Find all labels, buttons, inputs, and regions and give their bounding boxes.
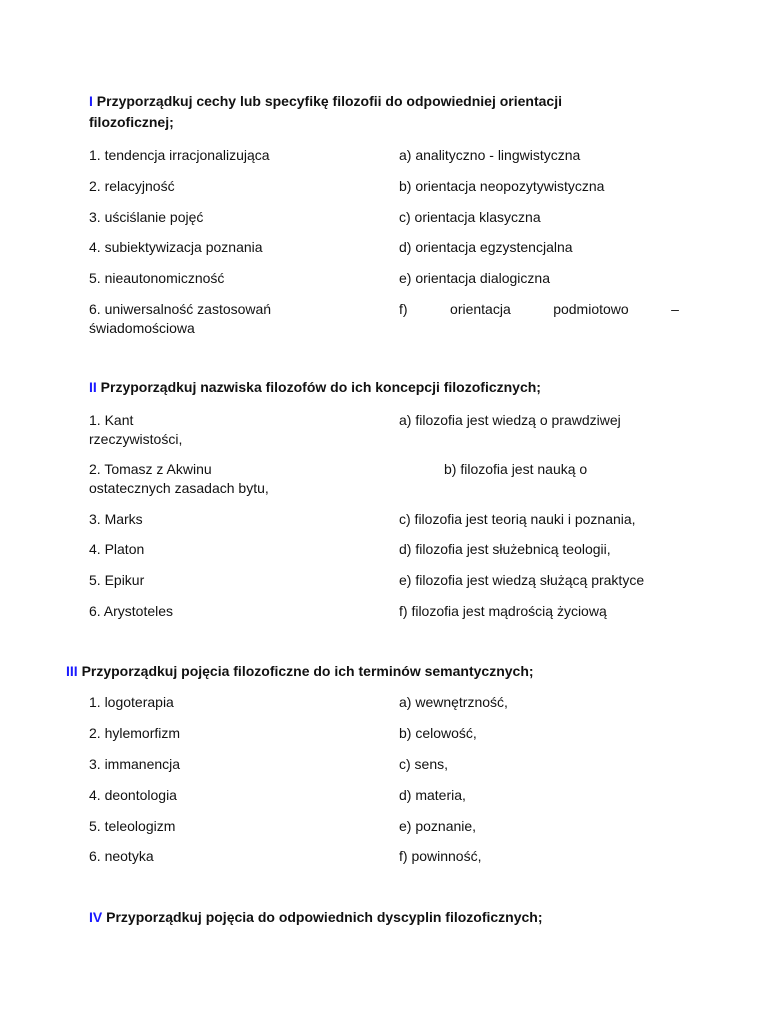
item-term: 5. teleologizm — [89, 818, 176, 834]
item-term: 6. Arystoteles — [89, 603, 174, 619]
item-match: b) celowość, — [399, 725, 477, 741]
item-match-continuation: rzeczywistości, — [89, 431, 183, 447]
item-term: 5. Epikur — [89, 572, 145, 588]
item-match: b) orientacja neopozytywistyczna — [399, 178, 605, 194]
item-match: c) sens, — [399, 756, 449, 772]
section-3-title: Przyporządkuj pojęcia filozoficzne do ich terminów semantycznych; — [81, 663, 534, 679]
section-4-heading — [89, 907, 729, 928]
section-2-numeral: II — [89, 379, 97, 395]
item-term: 4. Platon — [89, 541, 145, 557]
item-term: 1. tendencja irracjonalizująca — [89, 147, 270, 163]
item-term: 1. logoterapia — [89, 694, 174, 710]
item-match: f) filozofia jest mądrością życiową — [399, 603, 607, 619]
section-4-title: Przyporządkuj pojęcia do odpowiednich dyscyplin filozoficznych; — [106, 909, 543, 925]
section-1-numeral: I — [89, 93, 93, 109]
item-match: c) filozofia jest teorią nauki i poznania, — [399, 511, 636, 527]
item-match: a) filozofia jest wiedzą o prawdziwej — [399, 412, 621, 428]
section-4-numeral: IV — [89, 909, 103, 925]
section-3-numeral: III — [66, 663, 78, 679]
section-2-title: Przyporządkuj nazwiska filozofów do ich koncepcji filozoficznych; — [100, 379, 541, 395]
item-term: 4. subiektywizacja poznania — [89, 239, 263, 255]
item-match: e) orientacja dialogiczna — [399, 270, 550, 286]
item-match: a) analityczno - lingwistyczna — [399, 147, 581, 163]
section-1-title-line2: filozoficznej; — [89, 114, 174, 130]
item-term: 2. Tomasz z Akwinu — [89, 461, 212, 477]
item-term: 3. immanencja — [89, 756, 181, 772]
item-term: 6. uniwersalność zastosowań świadomościowa — [89, 301, 272, 336]
item-term: 1. Kant — [89, 412, 134, 428]
section-3-heading — [66, 661, 726, 682]
section-1-title-line1: Przyporządkuj cechy lub specyfikę filozofii do odpowiedniej orientacji — [96, 93, 562, 109]
item-term: 5. nieautonomiczność — [89, 270, 225, 286]
section-2-heading — [89, 377, 729, 398]
item-term: 3. uściślanie pojęć — [89, 209, 204, 225]
item-term: 4. deontologia — [89, 787, 177, 803]
item-match: d) materia, — [399, 787, 466, 803]
item-match: d) orientacja egzystencjalna — [399, 239, 573, 255]
item-match: c) orientacja klasyczna — [399, 209, 541, 225]
item-match: b) filozofia jest nauką o — [444, 461, 588, 477]
item-term: 6. neotyka — [89, 848, 154, 864]
item-term: 3. Marks — [89, 511, 143, 527]
item-term: 2. relacyjność — [89, 178, 175, 194]
item-match: e) filozofia jest wiedzą służącą praktyce — [399, 572, 645, 588]
item-match: f) powinność, — [399, 848, 482, 864]
section-1-heading — [89, 91, 729, 133]
item-match: e) poznanie, — [399, 818, 477, 834]
item-match: d) filozofia jest służebnicą teologii, — [399, 541, 611, 557]
item-term: 2. hylemorfizm — [89, 725, 181, 741]
item-match-continuation: ostatecznych zasadach bytu, — [89, 480, 269, 496]
item-match: a) wewnętrzność, — [399, 694, 508, 710]
item-match: f) orientacja podmiotowo – — [399, 301, 679, 317]
